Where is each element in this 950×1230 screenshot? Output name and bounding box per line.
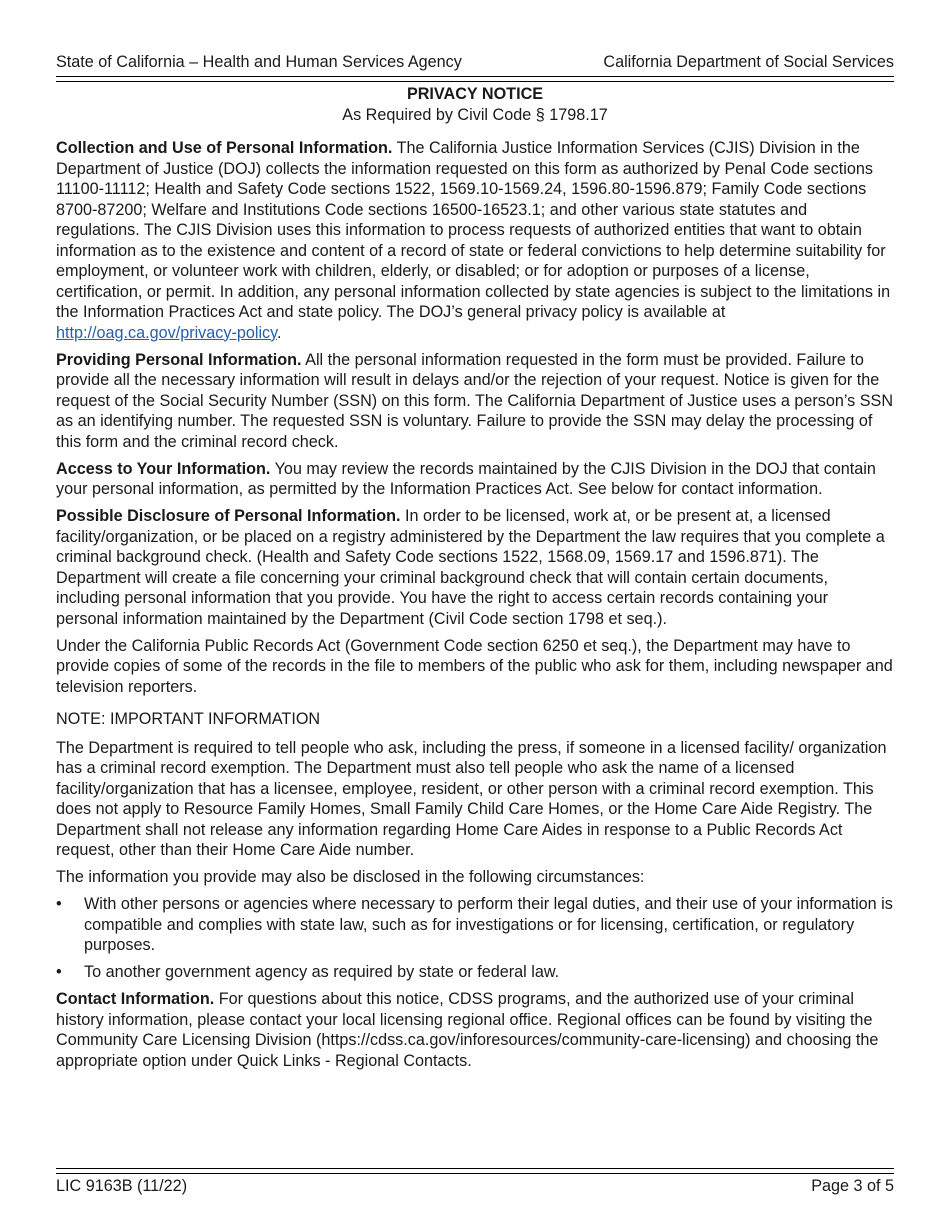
- section-text: You may review the records maintained by the CJIS Division in the DOJ that contain your personal information, as permitted by the Information Practices Act. See below for contact information.: [56, 459, 876, 498]
- bullet-icon: •: [56, 963, 62, 981]
- section-text: In order to be licensed, work at, or be present at, a licensed facility/organization, or be placed on a registry administered by the Department the law requires that you complete a criminal background check. (Health and Safety Code sections 1522, 1568.09, 1569.17 and 1596.871). The Department will create a file concerning your criminal background check that will contain certain documents, including personal information that you provide. You have the right to access certain records containing your personal information maintained by the Department (Civil Code section 1798 et seq.).: [56, 507, 885, 628]
- section-heading: Collection and Use of Personal Information.: [56, 139, 393, 157]
- list-item-text: To another government agency as required by state or federal law.: [84, 963, 560, 981]
- list-item: [56, 894, 894, 956]
- section-heading: Possible Disclosure of Personal Information.: [56, 507, 401, 525]
- header-divider: [56, 76, 894, 82]
- page-footer: [56, 1176, 894, 1196]
- bullet-icon: •: [56, 895, 62, 913]
- section-text: All the personal information requested in the form must be provided. Failure to provide all the necessary information will result in delays and/or the rejection of your request. Notice is given for the request of the Social Security Number (SSN) on this form. The California Department of Justice uses a person’s SSN as an identifying number. The requested SSN is voluntary. Failure to provide the SSN may delay the processing of this form and the criminal record check.: [56, 350, 894, 451]
- section-providing: [56, 350, 894, 453]
- privacy-policy-link[interactable]: http://oag.ca.gov/privacy-policy: [56, 323, 278, 342]
- page-number: Page 3 of 5: [811, 1177, 894, 1195]
- note-heading: NOTE: IMPORTANT INFORMATION: [56, 710, 321, 728]
- section-contact: [56, 989, 894, 1071]
- page-subtitle: As Required by Civil Code § 1798.17: [342, 106, 608, 124]
- list-item-text: With other persons or agencies where necessary to perform their legal duties, and their use of your information is compatible and complies with state law, such as for investigations or for licensing, certification, or regulatory purposes.: [84, 895, 893, 954]
- header-agency: State of California – Health and Human Services Agency: [56, 53, 462, 71]
- form-id: LIC 9163B (11/22): [56, 1177, 188, 1195]
- notice-body: [56, 138, 894, 1078]
- footer-divider: [56, 1168, 894, 1174]
- section-heading: Access to Your Information.: [56, 459, 271, 478]
- section-access: [56, 459, 894, 500]
- page-header: [56, 52, 894, 72]
- title-block: [56, 84, 894, 125]
- header-department: California Department of Social Services: [603, 53, 894, 71]
- section-disclosure: [56, 506, 894, 629]
- circumstances-list: [56, 894, 894, 983]
- section-heading: Contact Information.: [56, 990, 215, 1008]
- section-collection: [56, 138, 894, 343]
- section-public-records: Under the California Public Records Act (Government Code section 6250 et seq.), the Department may have to provide copies of some of the records in the file to members of the public who ask for them, including newspaper and television reporters.: [56, 636, 893, 696]
- section-text: For questions about this notice, CDSS programs, and the authorized use of your criminal history information, please contact your local licensing regional office. Regional offices can be found by visiting the Community Care Licensing Division (https://cdss.ca.gov/inforesources/community-care-licensing) and choosing the appropriate option under Quick Links - Regional Contacts.: [56, 990, 879, 1070]
- circumstances-intro: The information you provide may also be disclosed in the following circumstances:: [56, 868, 645, 886]
- note-body: The Department is required to tell people who ask, including the press, if someone in a licensed facility/ organization has a criminal record exemption. The Department must also tell people who ask the name of a licensed facility/organization that has a licensee, employee, resident, or other person with a criminal record exemption. This does not apply to Resource Family Homes, Small Family Child Care Homes, or the Home Care Aide Registry. The Department shall not release any information regarding Home Care Aides in response to a Public Records Act request, other than their Home Care Aide number.: [56, 738, 887, 859]
- page-title: PRIVACY NOTICE: [406, 85, 544, 103]
- section-text: The California Justice Information Services (CJIS) Division in the Department of Justice (DOJ) collects the information requested on this form as authorized by Penal Code sections 11100-11112; Health and Safety Code sections 1522, 1569.10-1569.24, 1596.80-1596.879; Family Code sections 8700-87200; Welfare and Institutions Code sections 16500-16523.1; and other various state statutes and regulations. The CJIS Division uses this information to process requests of authorized entities that want to obtain information as to the existence and content of a record of state or federal convictions to help determine suitability for employment, or volunteer work with children, elderly, or disabled; or for adoption or purposes of a license, certification, or permit. In addition, any personal information collected by state agencies is subject to the limitations in the Information Practices Act and state policy. The DOJ’s general privacy policy is available at: [56, 139, 891, 321]
- document-page: [56, 0, 894, 1230]
- punctuation: .: [277, 323, 282, 342]
- section-heading: Providing Personal Information.: [56, 350, 302, 369]
- list-item: [56, 962, 894, 983]
